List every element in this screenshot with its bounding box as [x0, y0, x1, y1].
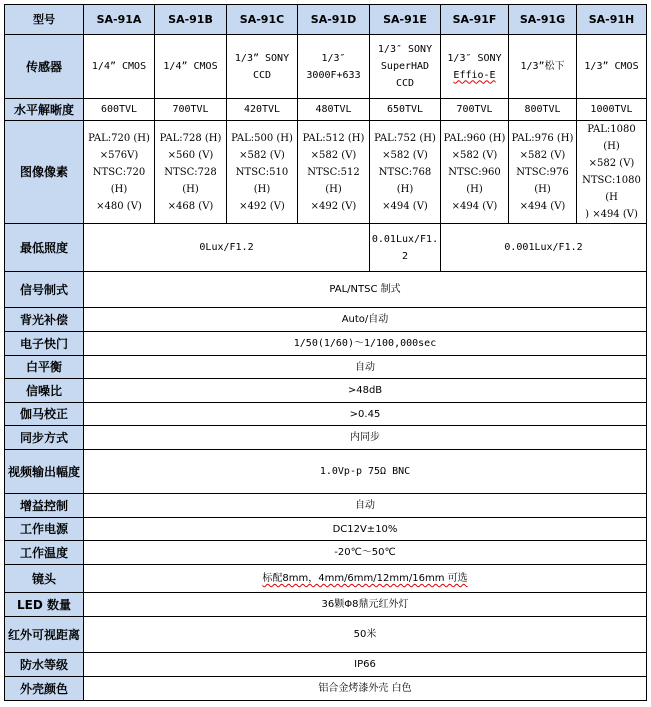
sensor-cell: 1/3″ SONY SuperHAD CCD	[370, 35, 441, 99]
illumination-group-2: 0.01Lux/F1. 2	[370, 224, 441, 272]
spec-row	[5, 617, 647, 653]
spec-label: 信噪比	[5, 379, 84, 403]
spec-table	[4, 4, 647, 701]
sensor-cell: 1/3”松下	[509, 35, 577, 99]
sensor-cell: 1/3″ 3000F+633	[298, 35, 370, 99]
sensor-cell: 1/3” CMOS	[577, 35, 647, 99]
model-sa-91a: SA-91A	[84, 5, 155, 35]
sensor-cell: 1/4” CMOS	[84, 35, 155, 99]
illumination-group-3: 0.001Lux/F1.2	[441, 224, 647, 272]
spec-row	[5, 403, 647, 426]
spec-value: 自动	[84, 494, 647, 518]
header-row	[5, 5, 647, 35]
spec-row	[5, 272, 647, 308]
spec-value: -20℃～50℃	[84, 541, 647, 565]
spec-row	[5, 518, 647, 541]
pixels-label: 图像像素	[5, 121, 84, 224]
resolution-cell: 420TVL	[227, 99, 298, 121]
sensor-cell: 1/4” CMOS	[155, 35, 227, 99]
spec-label: 红外可视距离	[5, 617, 84, 653]
pixels-cell: PAL:728 (H) ×560 (V) NTSC:728 (H) ×468 (V)	[155, 121, 227, 224]
spec-label: LED 数量	[5, 593, 84, 617]
spec-value: DC12V±10%	[84, 518, 647, 541]
spec-value: 自动	[84, 356, 647, 379]
model-sa-91e: SA-91E	[370, 5, 441, 35]
spec-row	[5, 308, 647, 332]
illumination-group-1: 0Lux/F1.2	[84, 224, 370, 272]
pixels-cell: PAL:720 (H) ×576V) NTSC:720 (H) ×480 (V)	[84, 121, 155, 224]
sensor-cell: 1/3” SONY CCD	[227, 35, 298, 99]
resolution-cell: 650TVL	[370, 99, 441, 121]
spec-row	[5, 379, 647, 403]
spec-value: 1/50(1/60)～1/100,000sec	[84, 332, 647, 356]
resolution-cell: 480TVL	[298, 99, 370, 121]
spec-row	[5, 541, 647, 565]
spec-value: >0.45	[84, 403, 647, 426]
pixels-cell: PAL:960 (H) ×582 (V) NTSC:960 (H) ×494 (V)	[441, 121, 509, 224]
illumination-row	[5, 224, 647, 272]
model-sa-91f: SA-91F	[441, 5, 509, 35]
spec-value: >48dB	[84, 379, 647, 403]
spec-label: 增益控制	[5, 494, 84, 518]
model-sa-91h: SA-91H	[577, 5, 647, 35]
spec-label: 镜头	[5, 565, 84, 593]
spec-row	[5, 565, 647, 593]
resolution-label: 水平解晰度	[5, 99, 84, 121]
pixels-cell: PAL:500 (H) ×582 (V) NTSC:510 (H) ×492 (V)	[227, 121, 298, 224]
sensor-label: 传感器	[5, 35, 84, 99]
spec-value: 1.0Vp-p 75Ω BNC	[84, 450, 647, 494]
spec-label: 工作温度	[5, 541, 84, 565]
spec-row	[5, 593, 647, 617]
spec-label: 同步方式	[5, 426, 84, 450]
spec-label: 伽马校正	[5, 403, 84, 426]
sensor-cell: 1/3″ SONY Effio-E	[441, 35, 509, 99]
spec-label: 白平衡	[5, 356, 84, 379]
model-sa-91b: SA-91B	[155, 5, 227, 35]
spec-value: PAL/NTSC 制式	[84, 272, 647, 308]
spec-label: 信号制式	[5, 272, 84, 308]
spec-label: 视频输出幅度	[5, 450, 84, 494]
spec-row	[5, 653, 647, 677]
spec-label: 背光补偿	[5, 308, 84, 332]
illumination-label: 最低照度	[5, 224, 84, 272]
spec-row	[5, 450, 647, 494]
spec-row	[5, 356, 647, 379]
resolution-row	[5, 99, 647, 121]
spec-value: 36颗Φ8鼎元红外灯	[84, 593, 647, 617]
spec-value: IP66	[84, 653, 647, 677]
pixels-cell: PAL:976 (H) ×582 (V) NTSC:976 (H) ×494 (V)	[509, 121, 577, 224]
spec-row	[5, 677, 647, 701]
spec-row	[5, 332, 647, 356]
resolution-cell: 800TVL	[509, 99, 577, 121]
resolution-cell: 700TVL	[441, 99, 509, 121]
spec-row	[5, 426, 647, 450]
pixels-row	[5, 121, 647, 224]
sensor-row	[5, 35, 647, 99]
spec-value: Auto/自动	[84, 308, 647, 332]
model-sa-91g: SA-91G	[509, 5, 577, 35]
spec-label: 电子快门	[5, 332, 84, 356]
resolution-cell: 700TVL	[155, 99, 227, 121]
spec-value: 内同步	[84, 426, 647, 450]
spec-row	[5, 494, 647, 518]
model-header: 型号	[5, 5, 84, 35]
model-sa-91d: SA-91D	[298, 5, 370, 35]
model-sa-91c: SA-91C	[227, 5, 298, 35]
resolution-cell: 600TVL	[84, 99, 155, 121]
spec-value: 50米	[84, 617, 647, 653]
spec-label: 防水等级	[5, 653, 84, 677]
pixels-cell: PAL:1080 (H) ×582 (V) NTSC:1080 (H ) ×494 (V)	[577, 121, 647, 224]
spec-value: 铝合金烤漆外壳 白色	[84, 677, 647, 701]
pixels-cell: PAL:512 (H) ×582 (V) NTSC:512 (H) ×492 (V)	[298, 121, 370, 224]
spec-label: 工作电源	[5, 518, 84, 541]
spec-label: 外壳颜色	[5, 677, 84, 701]
resolution-cell: 1000TVL	[577, 99, 647, 121]
pixels-cell: PAL:752 (H) ×582 (V) NTSC:768 (H) ×494 (V)	[370, 121, 441, 224]
spec-value: 标配8mm，4mm/6mm/12mm/16mm 可选	[84, 565, 647, 593]
